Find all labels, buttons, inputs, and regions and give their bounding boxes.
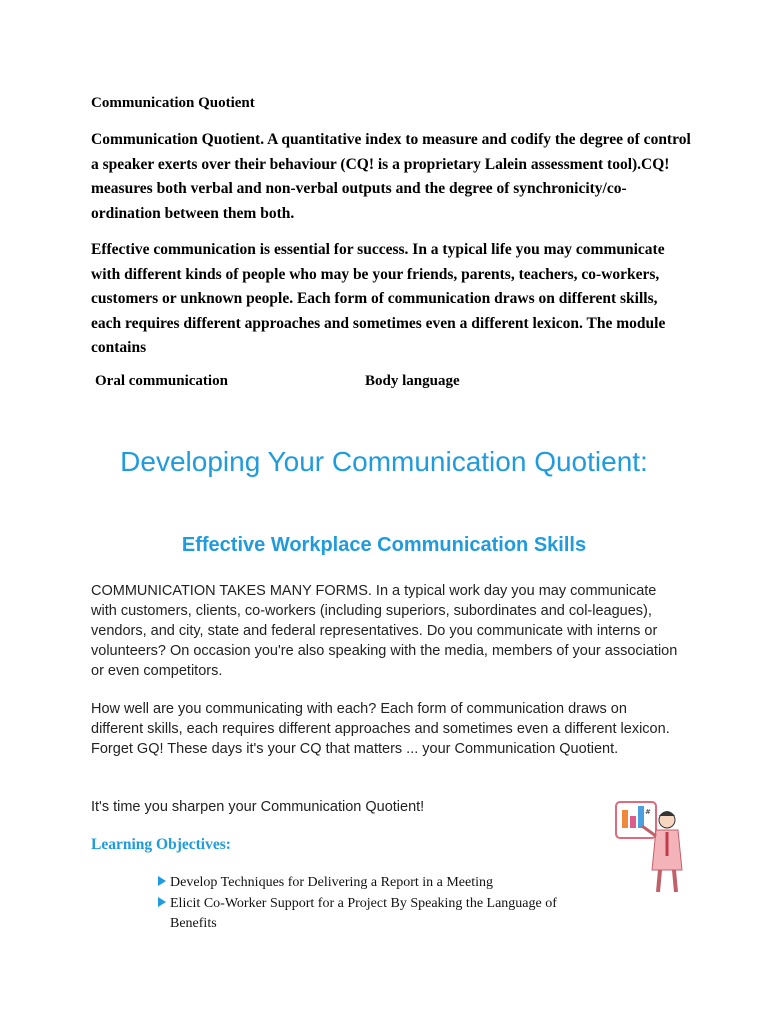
objectives-heading: Learning Objectives:	[91, 836, 231, 853]
objective-item	[158, 873, 598, 893]
presenter-hair	[659, 811, 675, 816]
objective-item	[158, 894, 598, 933]
chart-bar	[638, 806, 644, 828]
board-symbol: #	[645, 808, 651, 816]
chart-bar	[630, 816, 636, 828]
presenter-clipart	[612, 796, 690, 896]
presenter-leg	[674, 870, 676, 892]
module-item-body: Body language	[365, 373, 460, 389]
forms-paragraph: COMMUNICATION TAKES MANY FORMS. In a typical work day you may communicate with customers, clients, co-workers (including superiors, subordinates and col-leagues), vendors, and city, state and federal representatives. Do you communicate with interns or volunteers? On occasion you're also speaking with the media, members of your association or even competitors.	[91, 583, 678, 679]
sharpen-paragraph: It's time you sharpen your Communication Quotient!	[91, 799, 425, 815]
sub-heading: Effective Workplace Communication Skills	[181, 534, 587, 556]
presenter-leg	[658, 870, 660, 892]
triangle-bullet-icon	[158, 897, 166, 907]
triangle-bullet-icon	[158, 876, 166, 886]
cq-paragraph: How well are you communicating with each? Each form of communication draws on different skills, each requires different approaches and sometimes even a different lexicon. Forget GQ! These days it's your CQ that matters ... your Communication Quotient.	[91, 701, 670, 757]
intro-paragraph: Communication Quotient. A quantitative index to measure and codify the degree of control a speaker exerts over their behaviour (CQ! is a proprietary Lalein assessment tool).CQ! measures both verbal and non-verbal outputs and the degree of synchronicity/co-ordination between them both.	[91, 131, 691, 222]
main-heading: Developing Your Communication Quotient:	[120, 446, 648, 477]
document-title: Communication Quotient	[91, 95, 255, 111]
objective-text: Develop Techniques for Delivering a Report in a Meeting	[170, 875, 493, 890]
objective-text: Elicit Co-Worker Support for a Project By Speaking the Language of Benefits	[170, 896, 557, 931]
chart-bar	[622, 810, 628, 828]
module-item-oral: Oral communication	[95, 373, 228, 389]
module-paragraph: Effective communication is essential for success. In a typical life you may communicate with different kinds of people who may be your friends, parents, teachers, co-workers, customers or unknown people. Each form of communication draws on different skills, each requires different approaches and sometimes even a different lexicon. The module contains	[91, 241, 666, 356]
